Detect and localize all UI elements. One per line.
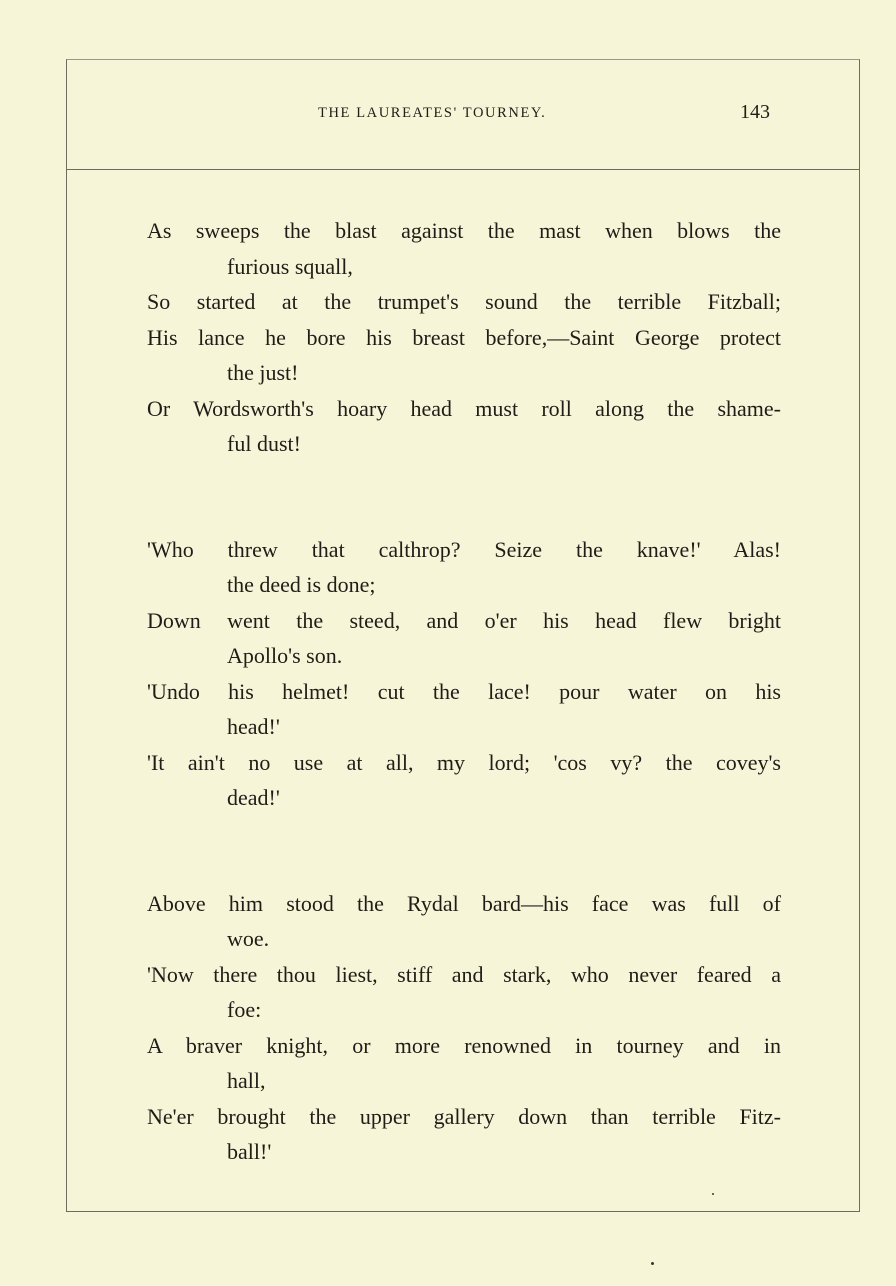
verse-line xyxy=(147,320,781,391)
verse-line-text: 'It ain't no use at all, my lord; 'cos vy? the covey's xyxy=(147,749,781,775)
stanza-1 xyxy=(147,213,781,462)
stanza-3 xyxy=(147,886,781,1170)
verse-line-text: As sweeps the blast against the mast when blows the xyxy=(147,218,781,243)
verse-line-text: A braver knight, or more renowned in tourney and in xyxy=(147,1032,781,1058)
verse-line-continuation: hall, xyxy=(227,1068,266,1093)
verse-line-continuation: the just! xyxy=(227,360,299,385)
verse-line-continuation: ful dust! xyxy=(227,431,301,456)
verse-line-text: 'Who threw that calthrop? Seize the knave!' Alas! xyxy=(147,536,781,562)
verse-line-continuation: the deed is done; xyxy=(227,572,376,597)
verse-line xyxy=(147,603,781,674)
verse-line-continuation: head!' xyxy=(227,714,280,739)
verse-line xyxy=(147,886,781,957)
verse-line xyxy=(147,391,781,462)
verse-line-continuation: ball!' xyxy=(227,1139,272,1164)
stanza-2 xyxy=(147,532,781,816)
verse-line-text: So started at the trumpet's sound the terrible Fitzball; xyxy=(147,289,781,314)
verse-line xyxy=(147,284,781,320)
verse-line-text: Above him stood the Rydal bard—his face was full of xyxy=(147,890,781,916)
verse-line-text: Ne'er brought the upper gallery down than terrible Fitz- xyxy=(147,1103,781,1129)
page-number: 143 xyxy=(740,101,770,123)
header-rule xyxy=(66,169,860,170)
verse-line-continuation: furious squall, xyxy=(227,253,353,279)
verse-line xyxy=(147,1028,781,1099)
verse-line xyxy=(147,674,781,745)
verse-line-text: Or Wordsworth's hoary head must roll along the shame- xyxy=(147,395,781,421)
verse-line-continuation: Apollo's son. xyxy=(227,643,343,668)
verse-line-text: 'Undo his helmet! cut the lace! pour water on his xyxy=(147,678,781,704)
verse-line xyxy=(147,957,781,1028)
verse-line xyxy=(147,532,781,603)
poem-body xyxy=(147,213,781,1170)
verse-line-continuation: dead!' xyxy=(227,785,280,810)
running-title: THE LAUREATES' TOURNEY. xyxy=(318,105,547,121)
verse-line-continuation: woe. xyxy=(227,926,270,951)
verse-line xyxy=(147,213,781,284)
verse-line-text: 'Now there thou liest, stiff and stark, who never feared a xyxy=(147,961,781,987)
ink-speck xyxy=(651,1262,654,1265)
verse-line-continuation: foe: xyxy=(227,997,262,1022)
ink-speck xyxy=(712,1193,714,1195)
verse-line xyxy=(147,745,781,816)
verse-line-text: His lance he bore his breast before,—Saint George protect xyxy=(147,324,781,350)
verse-line-text: Down went the steed, and o'er his head flew bright xyxy=(147,607,781,633)
verse-line xyxy=(147,1099,781,1170)
